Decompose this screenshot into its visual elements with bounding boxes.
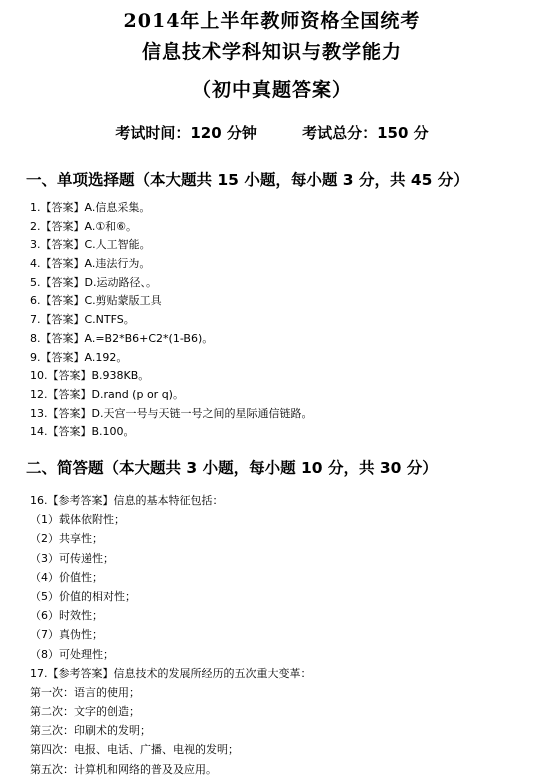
list-item: （7）真伪性； [30,628,103,642]
list-item: 第四次：电报、电话、广播、电视的发明； [30,743,239,757]
list-item: 1.【答案】A.信息采集。 [30,201,151,214]
list-item: 14.【答案】B.100。 [30,425,135,439]
list-item: 3.【答案】C.人工智能。 [30,238,151,252]
list-item: 第三次：印刷术的发明； [30,724,151,738]
list-item: 2.【答案】A.①和⑥。 [30,219,138,233]
document-title: 2014年上半年教师资格全国统考 [123,10,421,32]
list-item: 8.【答案】A.=B2*B6+C2*(1-B6)。 [30,331,214,345]
section2-answers [30,491,530,779]
list-item: 第一次：语言的使用； [30,685,140,699]
list-item: 第二次：文字的创造； [30,705,140,719]
list-item: 12.【答案】D.rand (p or q)。 [30,387,184,401]
exam-time: 考试时间：120 分钟 [115,124,257,142]
list-item: 4.【答案】A.违法行为。 [30,257,151,271]
list-item: 第五次：计算机和网络的普及及应用。 [30,762,217,776]
list-item: （8）可处理性； [30,647,114,661]
list-item: 10.【答案】B.938KB。 [30,369,150,383]
list-item: （1）载体依附性； [30,513,125,527]
section1-answer-list [30,199,312,442]
exam-total: 考试总分：150 分 [302,124,429,142]
list-item: （5）价值的相对性； [30,589,136,603]
list-item: （3）可传递性； [30,551,114,565]
document-subtitle: 信息技术学科知识与教学能力 [141,41,402,63]
list-item: （4）价值性； [30,570,103,584]
list-item: 13.【答案】D.天宫一号与天链一号之间的星际通信链路。 [30,406,313,420]
q17-intro: 17.【参考答案】信息技术的发展所经历的五次重大变革： [30,666,312,680]
section1-heading: 一、单项选择题（本大题共 15 小题，每小题 3 分，共 45 分） [26,171,469,189]
document-subtitle-note: （初中真题答案） [191,79,352,101]
list-item: 5.【答案】D.运动路径、。 [30,275,157,289]
list-item: 9.【答案】A.192。 [30,350,128,364]
q16-intro: 16.【参考答案】信息的基本特征包括： [30,494,224,507]
list-item: （2）共享性； [30,532,103,546]
list-item: （6）时效性； [30,609,103,623]
section2-heading: 二、简答题（本大题共 3 小题，每小题 10 分，共 30 分） [26,459,438,477]
exam-info [0,122,544,143]
list-item: 6.【答案】C.剪贴蒙版工具 [30,294,162,308]
list-item: 7.【答案】C.NTFS。 [30,313,135,327]
